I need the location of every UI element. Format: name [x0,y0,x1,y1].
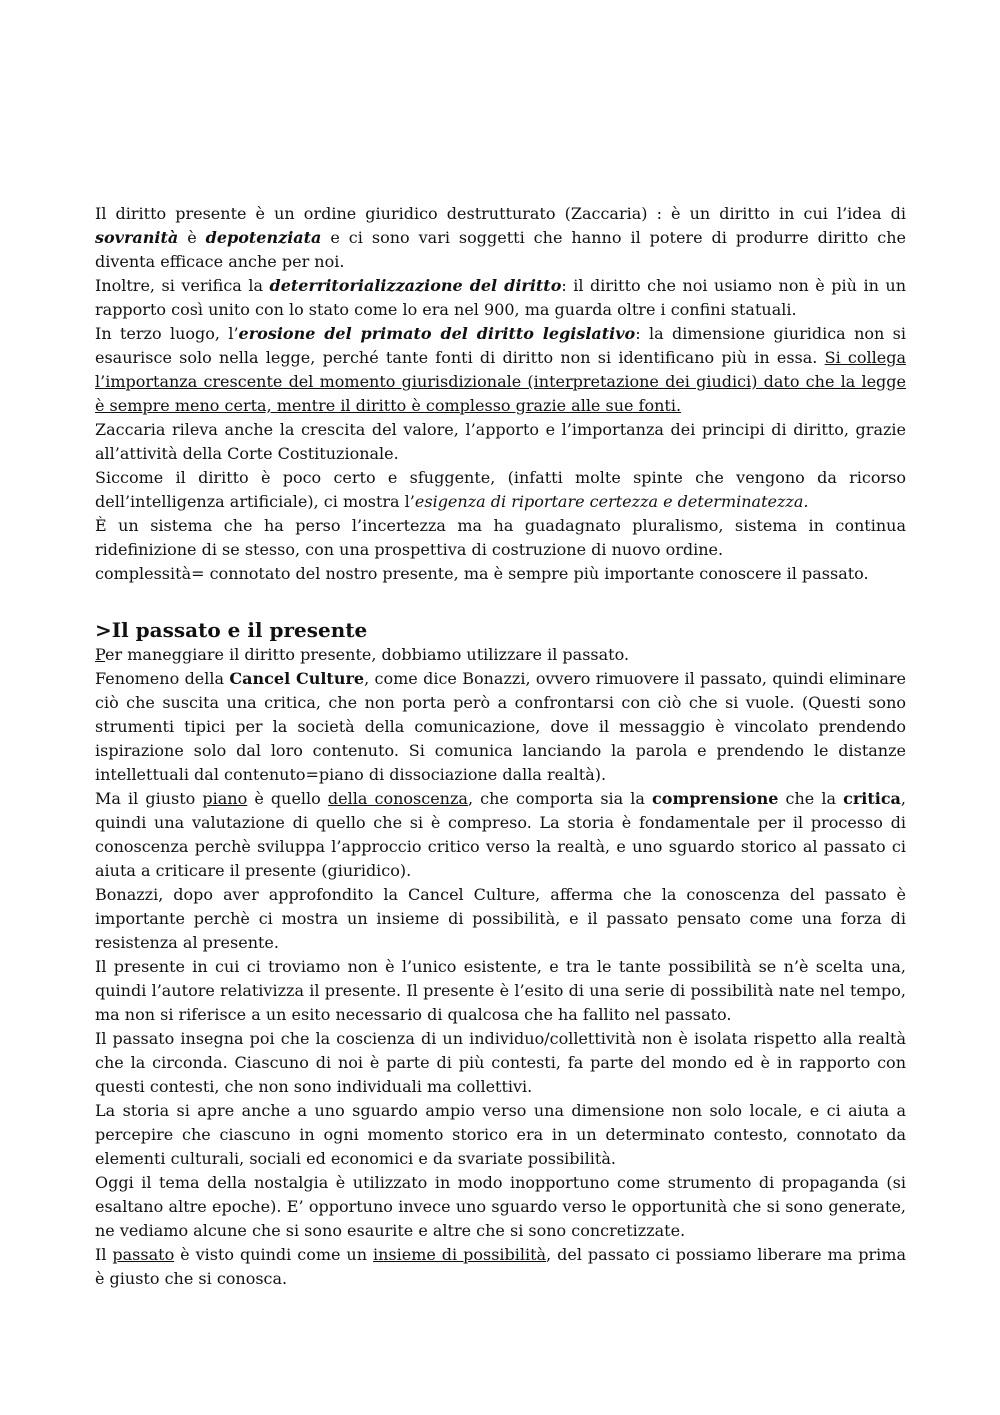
underlined-text: Si collega l’importanza crescente del momento giurisdizionale (interpretazione dei giudici) dato che la legge è sempre meno certa, mentre il diritto è complesso grazie alle sue fonti. [95,348,907,415]
paragraph-pluralismo: È un sistema che ha perso l’incertezza ma ha guadagnato pluralismo, sistema in continua ridefinizione di se stesso, con una prospettiva di costruzione di nuovo ordine. [95,516,906,559]
italic-text: esigenza di riportare certezza e determinatezza. [414,492,809,511]
text-run: : la dimensione giuridica non si esaurisce solo nella legge, perché tante fonti di diritto non si identificano più in essa. [95,324,906,367]
text-run: Il diritto presente è un ordine giuridico destrutturato (Zaccaria) : è un diritto in cui l’idea di [95,204,906,223]
emphasis-sovranita: sovranità [95,228,179,247]
emphasis-deterritorializzazione: deterritorializzazione del diritto [269,276,562,295]
bold-comprensione: comprensione [652,789,779,808]
text-run: Il [95,1245,113,1264]
text-run: , quindi una valutazione di quello che si è compreso. La storia è fondamentale per il processo di conoscenza perchè sviluppa l’approccio critico verso la realtà, e uno sguardo storico al passato ci aiuta a criticare il presente (giuridico). [95,789,907,880]
paragraph-bonazzi: Bonazzi, dopo aver approfondito la Cancel Culture, afferma che la conoscenza del passato è importante perchè ci mostra un insieme di possibilità, e il passato pensato come una forza di resistenza al presente. [95,885,906,952]
text-run: , come dice Bonazzi, ovvero rimuovere il passato, quindi eliminare ciò che suscita una critica, che non porta però a confrontarsi con ciò che si vuole. (Questi sono strumenti tipici per la società della comunicazione, dove il messaggio è vincolato prendendo ispirazione solo dal loro contenuto. Si comunica lanciando la parola e prendendo le distanze intellettuali dal contenuto=piano di dissociazione dalla realtà). [95,669,906,784]
text-run: che la [778,789,844,808]
underlined-text: insieme di possibilità [372,1245,547,1264]
section-heading: >Il passato e il presente [95,618,368,642]
paragraph-sovranita [95,202,906,274]
paragraph-presente: Il presente in cui ci troviamo non è l’unico esistente, e tra le tante possibilità se n’è scelta una, quindi l’autore relativizza il presente. Il presente è l’esito di una serie di possibilità nate nel tempo, ma non si riferisce a un esito necessario di qualcosa che ha fallito nel passato. [95,957,906,1024]
paragraph-conoscenza [95,787,906,883]
text-run: Fenomeno della [95,669,230,688]
text-run: Inoltre, si verifica la [95,276,270,295]
bold-critica: critica [843,789,901,808]
text-run: Siccome il diritto è poco certo e sfuggente, (infatti molte spinte che vengono da ricorso dell’intelligenza artificiale), ci mostra l’ [95,468,906,511]
section-spacer [95,586,906,609]
underlined-text: della conoscenza [327,789,468,808]
underlined-text: passato [112,1245,175,1264]
text-run: è [178,228,206,247]
text-run: , del passato ci possiamo liberare ma prima è giusto che si conosca. [95,1245,906,1288]
paragraph-complessita: complessità= connotato del nostro presente, ma è sempre più importante conoscere il passato. [95,564,869,583]
paragraph-nostalgia: Oggi il tema della nostalgia è utilizzato in modo inopportuno come strumento di propaganda (si esaltano altre epoche). E’ opportuno invece uno sguardo verso le opportunità che si sono generate, ne vediamo alcune che si sono esaurite e altre che si sono concretizzate. [95,1173,906,1240]
text-run: , che comporta sia la [467,789,653,808]
paragraph-storia: La storia si apre anche a uno sguardo ampio verso una dimensione non solo locale, e ci aiuta a percepire che ciascuno in ogni momento storico era in un determinato contesto, connotato da elementi culturali, sociali ed economici e da svariate possibilità. [95,1101,906,1168]
underlined-text: piano [202,789,248,808]
paragraph-coscienza: Il passato insegna poi che la coscienza di un individuo/collettività non è isolata rispetto alla realtà che la circonda. Ciascuno di noi è parte di più contesti, fa parte del mondo ed è in rapporto con questi contesti, che non sono individuali ma collettivi. [95,1029,906,1096]
bold-cancel-culture: Cancel Culture [229,669,365,688]
emphasis-depotenziata: depotenziata [205,228,322,247]
paragraph-erosione [95,322,906,418]
paragraph-principi: Zaccaria rileva anche la crescita del valore, l’apporto e l’importanza dei principi di diritto, grazie all’attività della Corte Costituzionale. [95,420,906,463]
text-run: : il diritto che noi usiamo non è più in un rapporto così unito con lo stato come lo era nel 900, ma guarda oltre i confini statuali. [95,276,907,319]
text-run: er maneggiare il diritto presente, dobbiamo utilizzare il passato. [105,645,630,664]
paragraph-deterritorializzazione [95,274,906,322]
text-run: è quello [247,789,328,808]
paragraph-possibilita [95,1243,906,1291]
paragraph-cancel-culture [95,667,906,787]
paragraph-maneggiare [95,643,906,667]
emphasis-erosione: erosione del primato del diritto legislativo [238,324,636,343]
text-run: Ma il giusto [95,789,203,808]
underlined-text: P [95,645,106,664]
text-run: è visto quindi come un [174,1245,373,1264]
document-page [95,202,906,1291]
text-run: In terzo luogo, l’ [95,324,239,343]
paragraph-certezza [95,466,906,514]
text-run: e ci sono vari soggetti che hanno il potere di produrre diritto che diventa efficace anche per noi. [95,228,906,271]
